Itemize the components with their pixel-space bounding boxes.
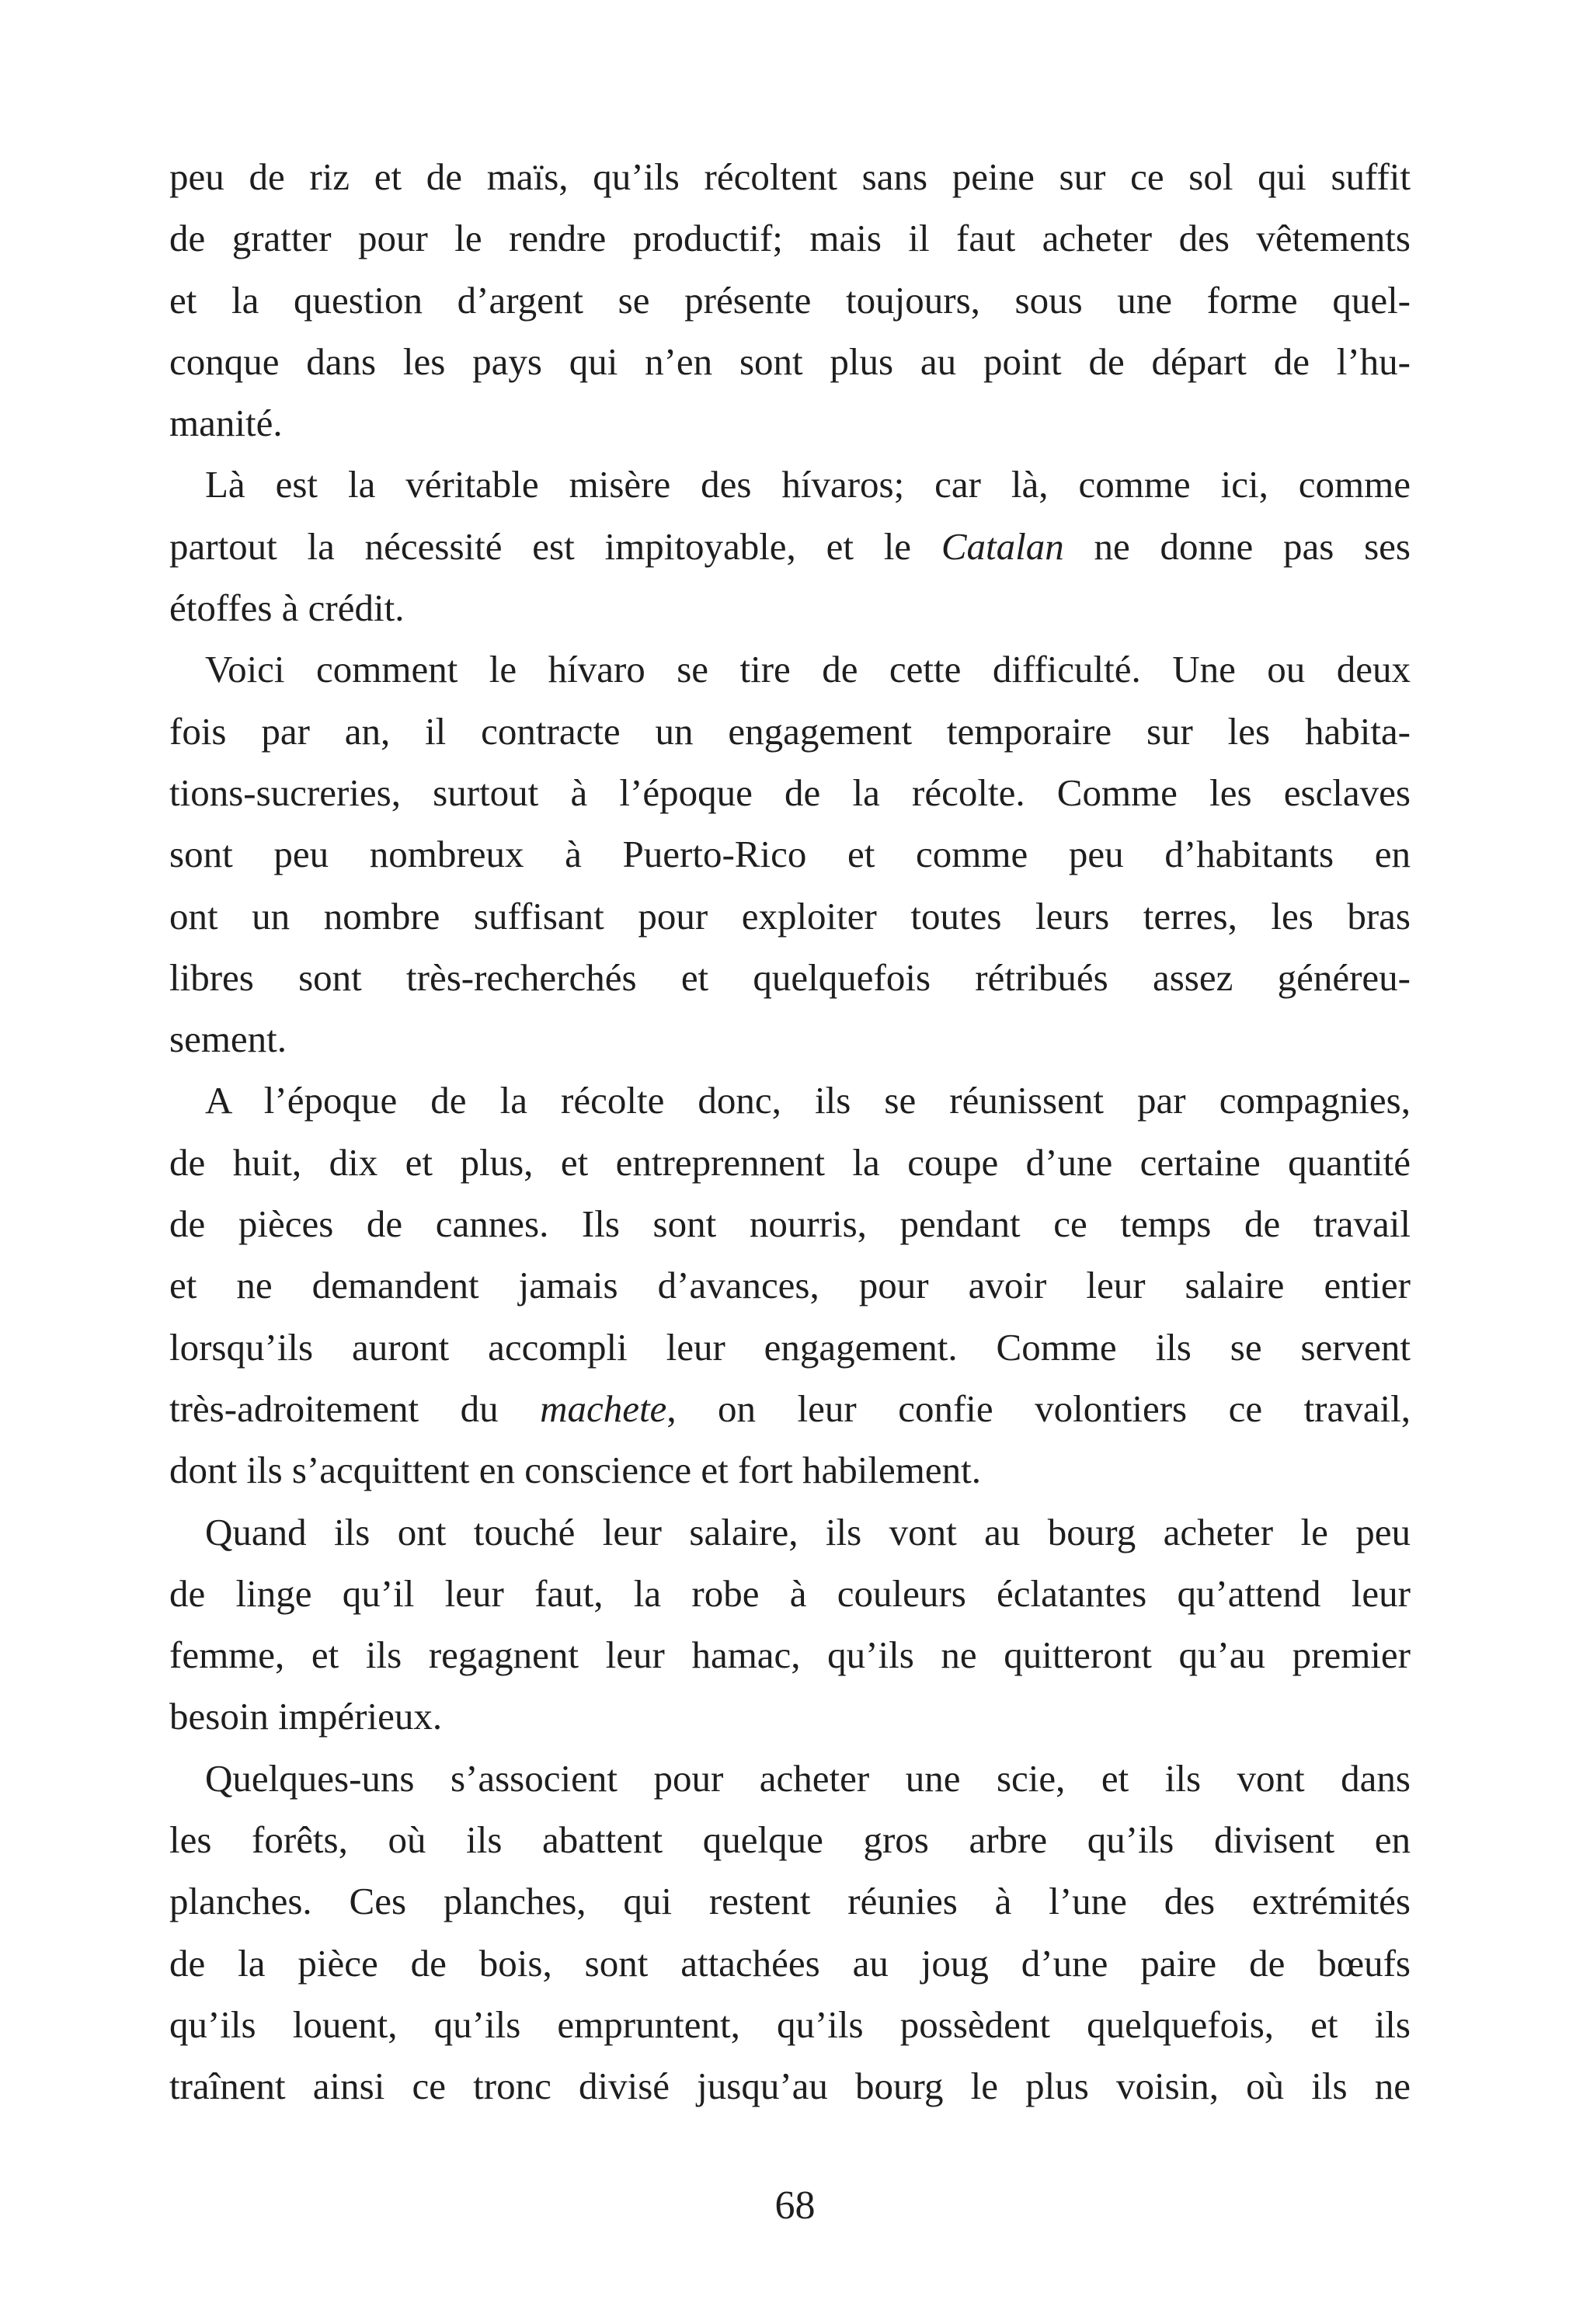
- text-segment: sement.: [169, 1018, 287, 1061]
- text-line: [169, 947, 1411, 1008]
- text-segment: très-adroitement du: [169, 1386, 541, 1430]
- text-line: [169, 1748, 1411, 1809]
- text-segment: peu de riz et de maïs, qu’ils récoltent sans peine sur ce sol qui suffit: [169, 155, 1411, 198]
- text-segment: lorsqu’ils auront accompli leur engagement. Comme ils se servent: [169, 1325, 1411, 1369]
- text-line: [169, 1809, 1411, 1870]
- text-segment: de huit, dix et plus, et entreprennent la coupe d’une certaine quantité: [169, 1140, 1411, 1184]
- text-segment: besoin impérieux.: [169, 1695, 443, 1738]
- text-line: [169, 823, 1411, 885]
- text-segment: de gratter pour le rendre productif; mais il faut acheter des vêtements: [169, 217, 1411, 260]
- text-segment: dont ils s’acquittent en conscience et fort habilement.: [169, 1449, 981, 1492]
- text-line: [169, 1378, 1411, 1439]
- text-line: [169, 1439, 1411, 1501]
- text-segment: conque dans les pays qui n’en sont plus au point de départ de l’hu-: [169, 339, 1411, 383]
- text-segment: de pièces de cannes. Ils sont nourris, pendant ce temps de travail: [169, 1202, 1411, 1246]
- text-segment: Là est la véritable misère des hívaros; car là, comme ici, comme: [205, 463, 1411, 506]
- text-segment: et la question d’argent se présente toujours, sous une forme quel-: [169, 278, 1411, 322]
- text-segment: de linge qu’il leur faut, la robe à couleurs éclatantes qu’attend leur: [169, 1571, 1411, 1615]
- italic-term: machete: [540, 1386, 667, 1430]
- page-number: 68: [774, 2183, 816, 2228]
- text-line: [169, 1933, 1411, 1994]
- text-segment: femme, et ils regagnent leur hamac, qu’ils ne quitteront qu’au premier: [169, 1633, 1411, 1677]
- text-line: [169, 1624, 1411, 1686]
- text-segment: planches. Ces planches, qui restent réunies à l’une des extrémités: [169, 1880, 1411, 1923]
- text-line: [169, 392, 1411, 454]
- text-line: [169, 762, 1411, 823]
- text-line: [169, 1132, 1411, 1193]
- text-segment: Quand ils ont touché leur salaire, ils vont au bourg acheter le peu: [205, 1510, 1411, 1553]
- text-segment: les forêts, où ils abattent quelque gros arbre qu’ils divisent en: [169, 1818, 1411, 1862]
- text-line: [169, 701, 1411, 762]
- body-text: [169, 146, 1411, 2117]
- text-segment: de la pièce de bois, sont attachées au joug d’une paire de bœufs: [169, 1941, 1411, 1985]
- text-segment: manité.: [169, 402, 283, 445]
- text-segment: traînent ainsi ce tronc divisé jusqu’au bourg le plus voisin, où ils ne: [169, 2065, 1411, 2108]
- paragraph: [169, 638, 1411, 1070]
- text-segment: , on leur confie volontiers ce travail,: [666, 1386, 1411, 1430]
- text-line: [169, 885, 1411, 947]
- text-segment: fois par an, il contracte un engagement temporaire sur les habita-: [169, 709, 1411, 753]
- text-line: [169, 1563, 1411, 1624]
- text-line: [169, 577, 1411, 638]
- text-segment: partout la nécessité est impitoyable, et le: [169, 524, 941, 568]
- paragraph: [169, 146, 1411, 454]
- paragraph: [169, 454, 1411, 638]
- text-segment: qu’ils louent, qu’ils empruntent, qu’ils possèdent quelquefois, et ils: [169, 2002, 1411, 2046]
- text-segment: Quelques-uns s’associent pour acheter une scie, et ils vont dans: [205, 1756, 1411, 1800]
- text-line: [169, 270, 1411, 331]
- text-line: [169, 516, 1411, 577]
- text-line: [169, 1994, 1411, 2055]
- text-line: [169, 146, 1411, 207]
- text-line: [169, 1686, 1411, 1747]
- paragraph: [169, 1501, 1411, 1748]
- text-segment: A l’époque de la récolte donc, ils se réunissent par compagnies,: [205, 1079, 1411, 1122]
- text-line: [169, 1317, 1411, 1378]
- text-segment: Voici comment le hívaro se tire de cette difficulté. Une ou deux: [205, 648, 1411, 691]
- text-line: [169, 454, 1411, 515]
- text-line: [169, 1070, 1411, 1131]
- text-line: [169, 1501, 1411, 1563]
- text-segment: ne donne pas ses: [1063, 524, 1411, 568]
- text-segment: et ne demandent jamais d’avances, pour avoir leur salaire entier: [169, 1264, 1411, 1307]
- italic-term: Catalan: [941, 524, 1064, 568]
- text-segment: tions-sucreries, surtout à l’époque de la récolte. Comme les esclaves: [169, 771, 1411, 814]
- paragraph: [169, 1748, 1411, 2117]
- text-segment: ont un nombre suffisant pour exploiter toutes leurs terres, les bras: [169, 894, 1411, 938]
- text-line: [169, 1254, 1411, 1316]
- text-line: [169, 1193, 1411, 1254]
- text-line: [169, 638, 1411, 700]
- text-line: [169, 1008, 1411, 1070]
- text-segment: étoffes à crédit.: [169, 586, 405, 630]
- text-segment: libres sont très-recherchés et quelquefois rétribués assez généreu-: [169, 955, 1411, 999]
- paragraph: [169, 1070, 1411, 1501]
- text-line: [169, 331, 1411, 392]
- text-segment: sont peu nombreux à Puerto-Rico et comme peu d’habitants en: [169, 833, 1411, 876]
- text-line: [169, 1870, 1411, 1932]
- text-line: [169, 2055, 1411, 2117]
- text-line: [169, 207, 1411, 269]
